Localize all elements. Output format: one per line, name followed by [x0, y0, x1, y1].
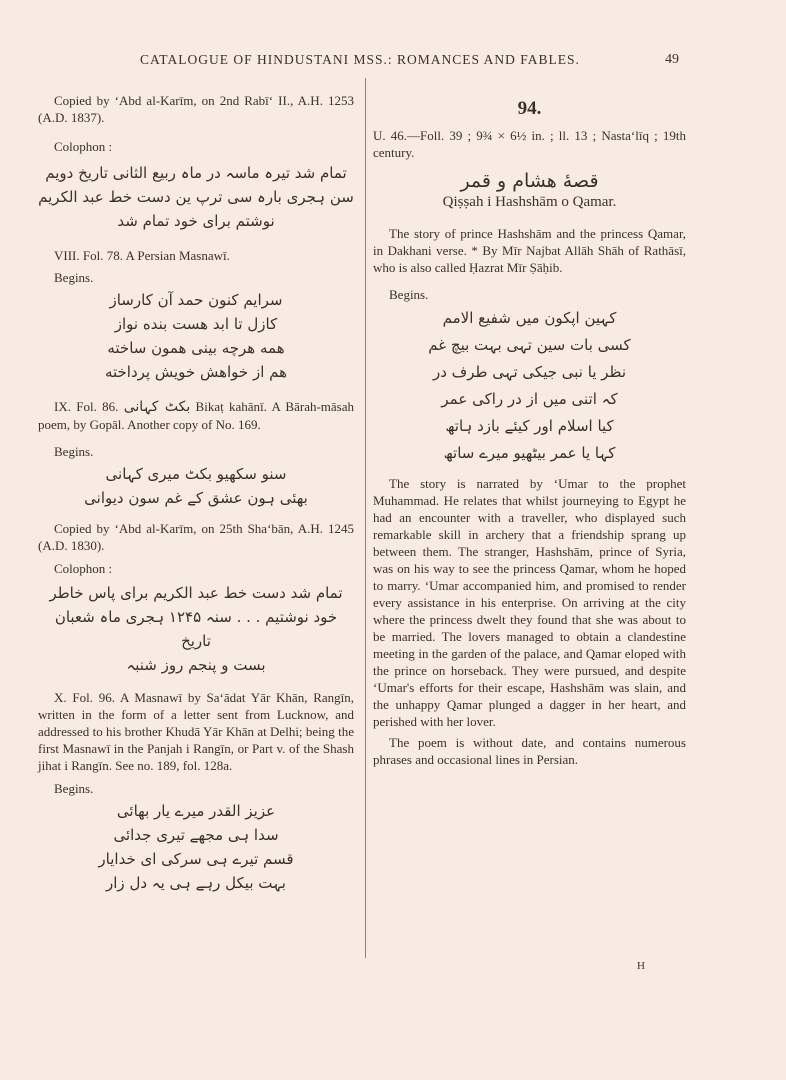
colophon-text-1 [38, 161, 354, 233]
verse-line: کہا یا عمر بیٹھیو میرے ساتھ [443, 444, 616, 462]
verse-line: کیا اسلام اور کیئے بازد ہاتھ [445, 417, 614, 435]
verse-line: کازل تا ابد هست بنده نواز [114, 315, 278, 333]
section-viii-heading: VIII. Fol. 78. A Persian Masnawī. [54, 248, 230, 263]
colophon-line: تمام شد تیرہ ماسہ در ماہ ربیع الثانی تاریخ دویم [45, 164, 347, 182]
running-title: CATALOGUE OF HINDUSTANI MSS.: ROMANCES AND FABLES. [140, 52, 580, 67]
title-arabic: قصهٔ هشام و قمر [460, 170, 599, 192]
shelfmark: U. 46.—Foll. 39 ; 9¾ × 6½ in. ; ll. 13 ; Nasta‘līq ; 19th century. [373, 128, 686, 160]
verse-94 [373, 305, 686, 467]
page-number: 49 [665, 52, 679, 67]
date-note: The poem is without date, and contains numerous phrases and occasional lines in Persian. [373, 735, 686, 767]
section-ix-heading [38, 398, 354, 433]
verse-line: بهئی ہون عشق کے غم سون دیوانی [84, 489, 308, 507]
colophon-label-1: Colophon : [54, 139, 113, 154]
verse-line: کہین اپکون میں شفیع الامم [442, 309, 617, 327]
signature-mark: H [637, 960, 645, 972]
begins-label: Begins. [54, 444, 94, 459]
verse-line: بہت بیکل رہے ہی یہ دل زار [106, 874, 286, 892]
colophon-text-2 [38, 581, 354, 677]
section-ix-description: Bikaṭ kahānī. A Bārah-māsah poem, by Gopāl. Another copy of No. 169. [38, 399, 355, 432]
verse-line: هم از خواهش خویش پرداخته [104, 363, 288, 381]
begins-label: Begins. [54, 781, 94, 796]
verse-ix [38, 462, 354, 510]
entry-number: 94. [517, 98, 542, 119]
copied-note-1: Copied by ‘Abd al-Karīm, on 2nd Rabī‘ II., A.H. 1253 (A.D. 1837). [38, 93, 354, 125]
verse-line: قسم تیرے ہی سرکی ای خدایار [98, 850, 294, 868]
verse-line: کسی بات سین تہی بہت بیچ غم [428, 336, 631, 354]
verse-line: سرایم کنون حمد آن کارساز [109, 291, 283, 309]
entry-description: The story of prince Hashshām and the princess Qamar, in Dakhani verse. * By Mīr Najbat Allāh Shāh of Rathāsī, who is also called Ḥazrat Mīr Ṣāḥib. [373, 226, 686, 275]
section-ix-arabic-title: بکٹ کہانی [123, 399, 191, 415]
verse-line: نظر یا نبی جیکی تہی طرف در [432, 363, 627, 381]
colophon-line: سن ہجری بارہ سی ترپ ین دست خط عبد الکریم [38, 188, 354, 206]
begins-label: Begins. [54, 270, 94, 285]
colophon-line: نوشتم برای خود تمام شد [117, 212, 275, 230]
verse-line: کہ اتنی میں از در راکی عمر [441, 390, 618, 408]
verse-viii [38, 288, 354, 384]
colophon-label-2: Colophon : [54, 561, 113, 576]
begins-label: Begins. [389, 287, 429, 302]
verse-line: سدا ہی مجھے تیری جدائی [113, 826, 279, 844]
story-summary: The story is narrated by ‘Umar to the prophet Muhammad. He relates that whilst journeying to Egypt he had an encounter with a traveller, who displayed such remarkable skill in archery that a friendship sprang up between them. The stranger, Hashshām, prince of Syria, was on his way to see the princess Qamar, whom he hoped to marry. ‘Umar accompanied him, and promised to render every assistance in his enterprise. On arriving at the city where the princess dwelt they found that she was about to be married. The lovers managed to obtain a clandestine meeting in the garden of the palace, and Qamar eloped with the prince on horseback. They were pursued, and despite ‘Umar's efforts for their escape, Hashshām was slain, and the unhappy Qamar plunged a dagger in her heart, and perished with her lover. [373, 476, 686, 729]
copied-note-2: Copied by ‘Abd al-Karīm, on 25th Sha‘bān, A.H. 1245 (A.D. 1830). [38, 521, 354, 553]
left-column [38, 92, 354, 895]
colophon-line: بست و پنجم روز شنبہ [126, 656, 266, 674]
verse-x [38, 799, 354, 895]
section-ix-number: IX. Fol. 86. [54, 399, 119, 414]
section-x-heading: X. Fol. 96. A Masnawī by Sa‘ādat Yār Khān, Rangīn, written in the form of a letter sent from Lucknow, and addressed to his brother Khudā Yār Khān at Delhi; being the first Masnawī in the Panjah i Rangīn, or Part v. of the Shash jihat i Rangīn. See no. 189, fol. 128a. [38, 690, 354, 773]
verse-line: عزیز القدر میرے یار بھائی [116, 802, 276, 820]
column-divider [365, 78, 366, 958]
right-column [373, 100, 686, 768]
title-transliteration: Qiṣṣah i Hashshām o Qamar. [442, 194, 617, 210]
verse-line: سنو سکهیو بکٹ میری کہانی [105, 465, 287, 483]
verse-line: همه هرچه بینی همون ساخته [107, 339, 285, 357]
colophon-line: خود نوشتیم . . . سنہ ۱۲۴۵ ہجری ماہ شعبان تاریخ [54, 608, 338, 650]
colophon-line: تمام شد دست خط عبد الکریم برای پاس خاطر [49, 584, 343, 602]
